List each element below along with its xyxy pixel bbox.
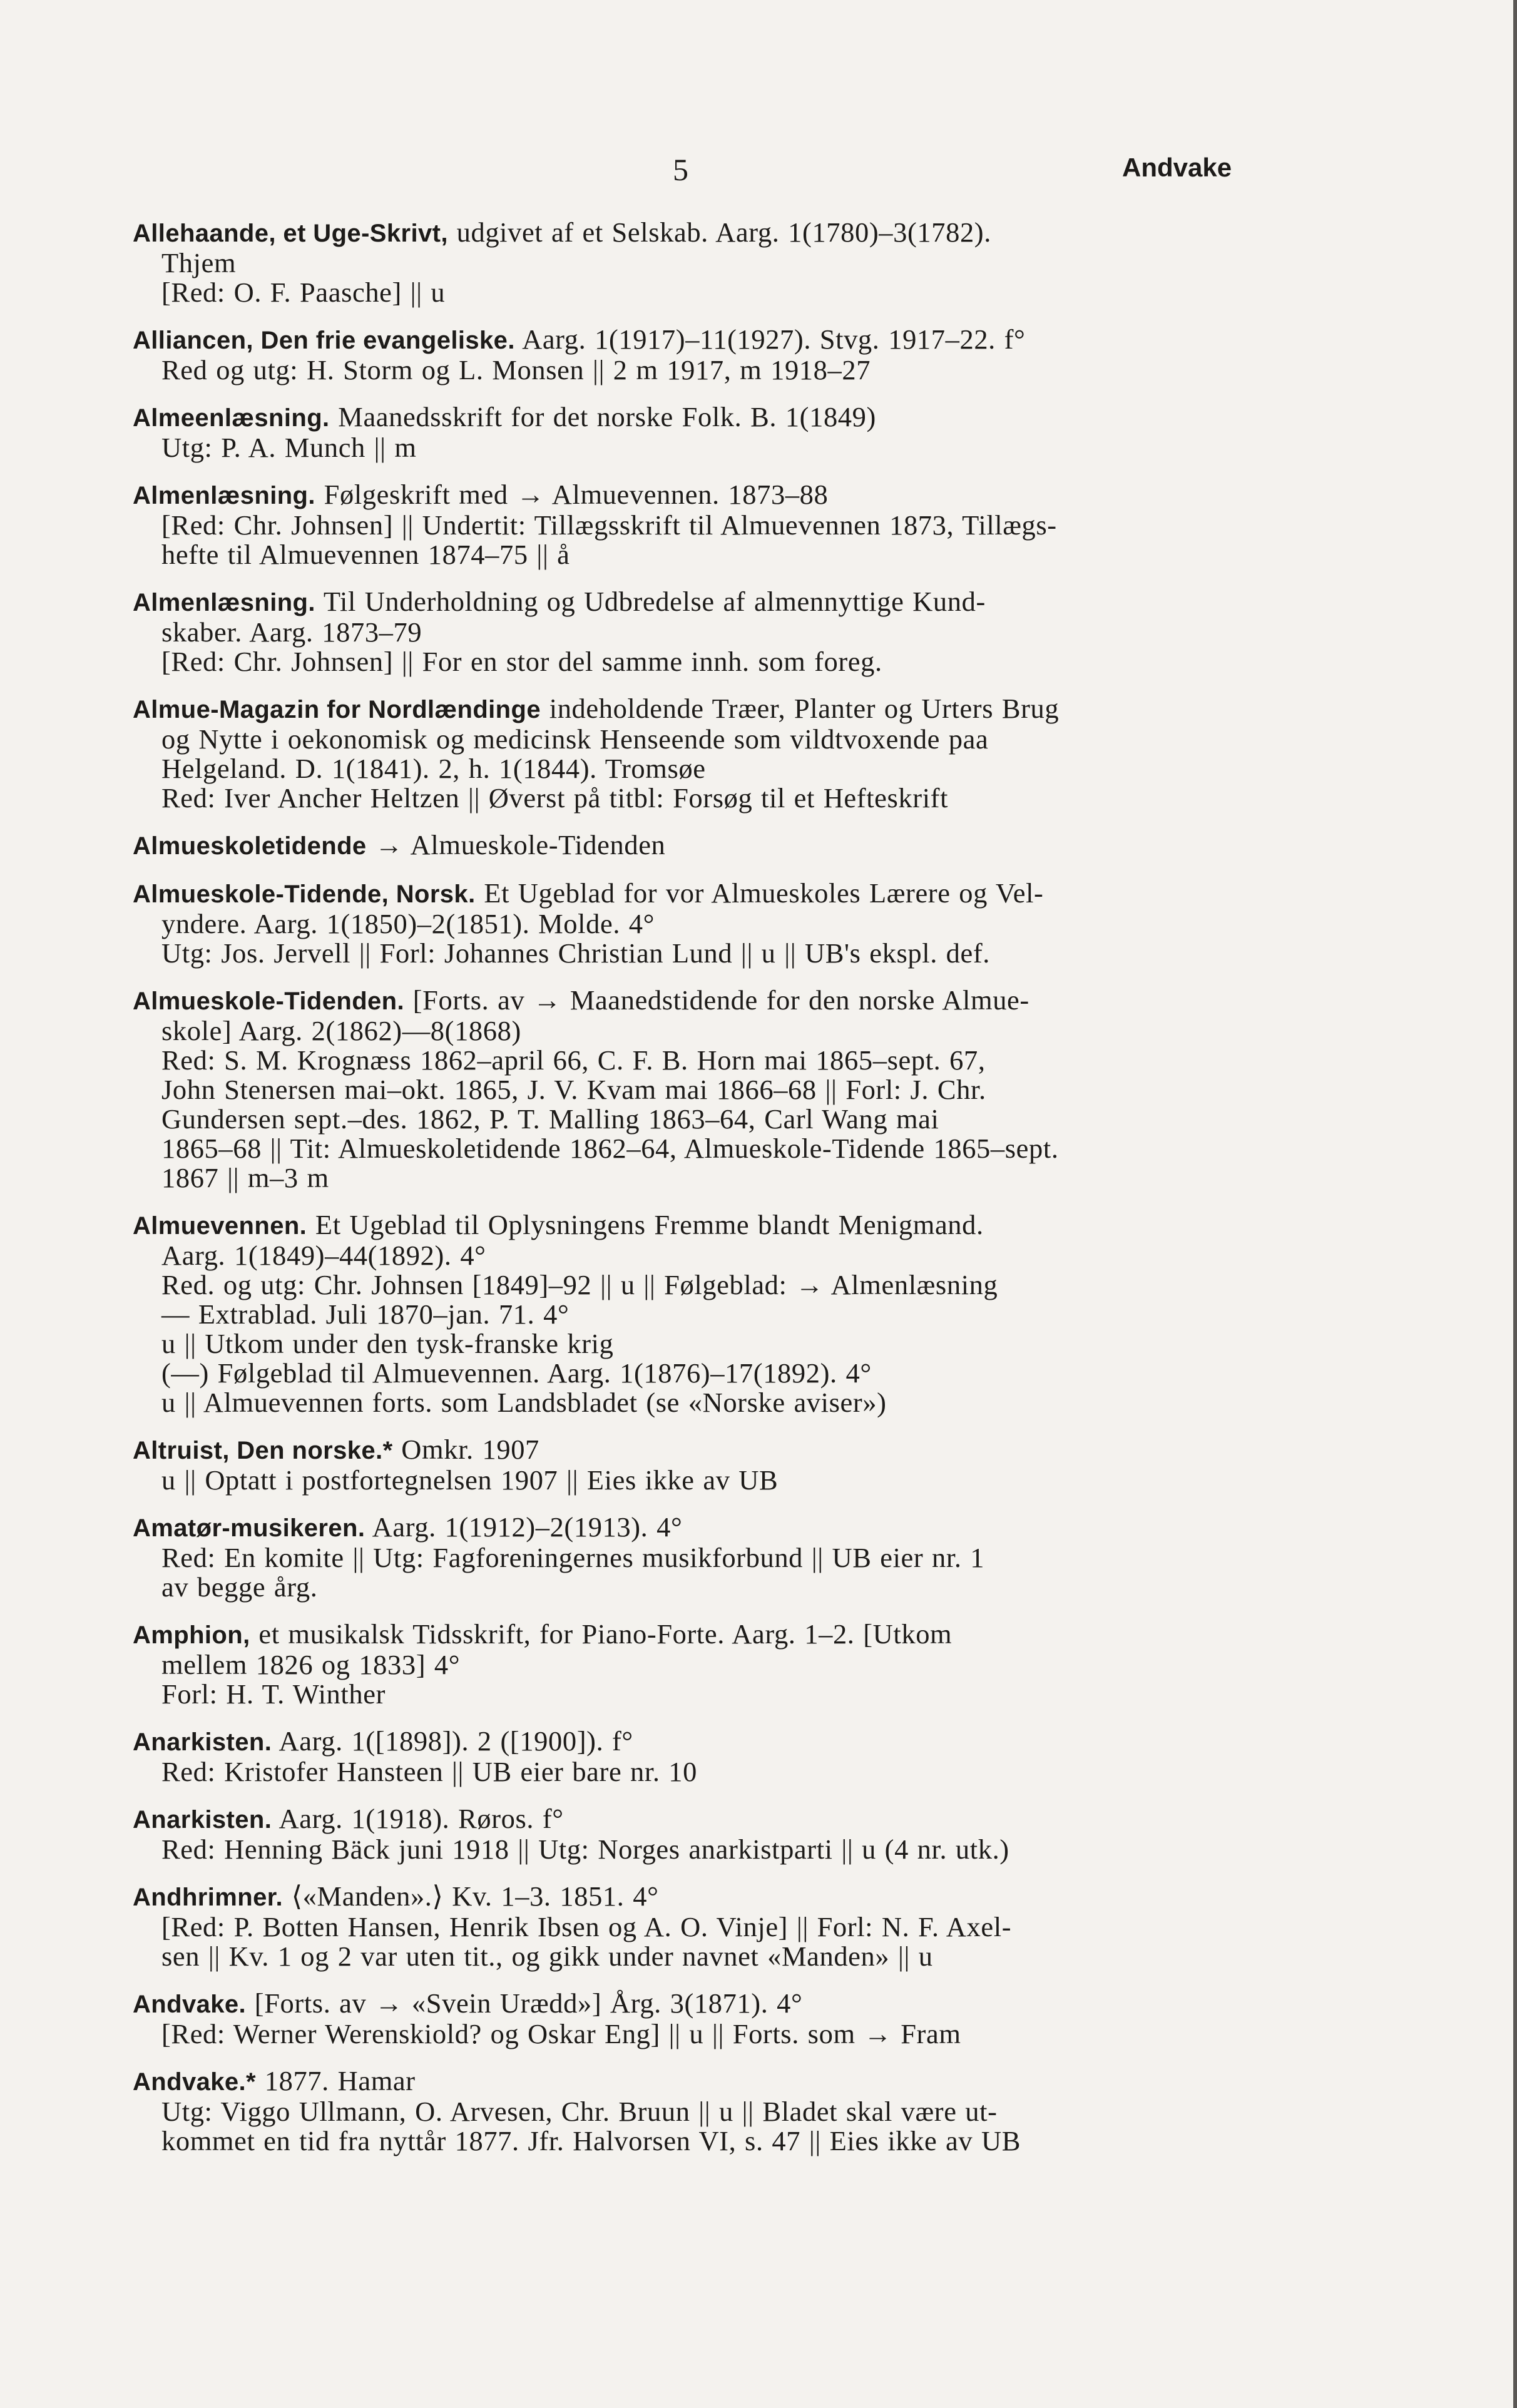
- entry-text: Utg: Viggo Ullmann, O. Arvesen, Chr. Bruun || u || Bladet skal være ut-: [161, 2096, 998, 2127]
- page-number: 5: [673, 152, 689, 187]
- entry-text: [Red: Chr. Johnsen] || For en stor del samme innh. som foreg.: [161, 646, 882, 677]
- entry-text: sen || Kv. 1 og 2 var uten tit., og gikk under navnet «Manden» || u: [161, 1941, 933, 1972]
- bibliography-entry: [133, 830, 1240, 861]
- entry-continuation-line: [133, 278, 1240, 307]
- entry-text: ⟨«Manden».⟩ Kv. 1–3. 1851. 4°: [283, 1880, 659, 1912]
- entry-continuation-line: [133, 1359, 1240, 1388]
- entry-continuation-line: [133, 725, 1240, 754]
- entry-title: Anarkisten.: [133, 1728, 272, 1756]
- entry-continuation-line: [133, 2126, 1240, 2156]
- bibliography-entry: [133, 879, 1240, 968]
- entry-text: skole] Aarg. 2(1862)—8(1868): [161, 1015, 521, 1046]
- bibliography-entry: [133, 1513, 1240, 1602]
- entry-text: Utg: P. A. Munch || m: [161, 432, 417, 463]
- entry-continuation-line: [133, 1329, 1240, 1359]
- entry-text: Omkr. 1907: [392, 1434, 539, 1465]
- entry-title: Alliancen, Den frie evangeliske.: [133, 327, 515, 354]
- entry-first-line: [133, 1804, 1240, 1835]
- entry-text: Helgeland. D. 1(1841). 2, h. 1(1844). Tromsøe: [161, 753, 706, 784]
- entry-text: John Stenersen mai–okt. 1865, J. V. Kvam mai 1866–68 || Forl: J. Chr.: [161, 1074, 986, 1105]
- entry-continuation-line: [133, 355, 1240, 385]
- entry-text: Red og utg: H. Storm og L. Monsen || 2 m 1917, m 1918–27: [161, 354, 871, 385]
- entry-first-line: [133, 879, 1240, 909]
- entry-text: Utg: Jos. Jervell || Forl: Johannes Christian Lund || u || UB's ekspl. def.: [161, 937, 990, 969]
- entry-text: Forl: H. T. Winther: [161, 1678, 386, 1710]
- entry-text: — Extrablad. Juli 1870–jan. 71. 4°: [161, 1298, 570, 1330]
- entry-continuation-line: [133, 511, 1240, 540]
- entry-continuation-line: [133, 754, 1240, 783]
- entry-continuation-line: [133, 248, 1240, 278]
- bibliography-entry: [133, 2066, 1240, 2156]
- entry-continuation-line: [133, 783, 1240, 813]
- entry-text: Aarg. 1(1917)–11(1927). Stvg. 1917–22. f°: [514, 324, 1026, 355]
- entry-text: [Red: P. Botten Hansen, Henrik Ibsen og A. O. Vinje] || Forl: N. F. Axel-: [161, 1911, 1012, 1942]
- entry-text: Et Ugeblad til Oplysningens Fremme blandt Menigmand.: [307, 1209, 984, 1240]
- entry-continuation-line: [133, 540, 1240, 569]
- entry-first-line: [133, 587, 1240, 618]
- entry-text: Et Ugeblad for vor Almueskoles Lærere og Vel-: [475, 877, 1044, 909]
- entry-text: Følgeskrift med → Almuevennen. 1873–88: [315, 479, 829, 510]
- entry-first-line: [133, 1210, 1240, 1241]
- bibliography-entry: [133, 1804, 1240, 1864]
- entry-title: Almueskoletidende: [133, 832, 367, 860]
- entry-first-line: [133, 480, 1240, 511]
- entry-text: Aarg. 1([1898]). 2 ([1900]). f°: [272, 1725, 633, 1757]
- entry-continuation-line: [133, 1650, 1240, 1680]
- entry-text: yndere. Aarg. 1(1850)–2(1851). Molde. 4°: [161, 908, 655, 939]
- entry-first-line: [133, 1435, 1240, 1466]
- entry-continuation-line: [133, 1573, 1240, 1602]
- entry-title: Amphion,: [133, 1621, 250, 1649]
- entry-continuation-line: [133, 2019, 1240, 2049]
- entry-text: Red: En komite || Utg: Fagforeningernes musikforbund || UB eier nr. 1: [161, 1542, 985, 1573]
- entry-text: Red: S. M. Krognæss 1862–april 66, C. F. B. Horn mai 1865–sept. 67,: [161, 1044, 986, 1076]
- bibliography-entry: [133, 325, 1240, 385]
- entry-continuation-line: [133, 433, 1240, 462]
- entry-continuation-line: [133, 647, 1240, 676]
- entry-first-line: [133, 218, 1240, 248]
- entry-first-line: [133, 1513, 1240, 1543]
- entry-title: Andhrimner.: [133, 1884, 283, 1911]
- entry-text: 1865–68 || Tit: Almueskoletidende 1862–64, Almueskole-Tidende 1865–sept.: [161, 1133, 1059, 1164]
- entry-first-line: [133, 830, 1240, 861]
- bibliography-entry: [133, 1727, 1240, 1787]
- entry-first-line: [133, 1882, 1240, 1912]
- entry-text: hefte til Almuevennen 1874–75 || å: [161, 539, 570, 570]
- entry-title: Altruist, Den norske.*: [133, 1437, 393, 1464]
- entry-continuation-line: [133, 1835, 1240, 1864]
- entry-continuation-line: [133, 1757, 1240, 1787]
- entry-title: Andvake.: [133, 1991, 247, 2018]
- entry-text: mellem 1826 og 1833] 4°: [161, 1649, 461, 1680]
- entry-text: 1877. Hamar: [256, 2065, 416, 2096]
- bibliography-entry: [133, 1210, 1240, 1417]
- bibliography-entry: [133, 1989, 1240, 2049]
- entry-title: Almeenlæsning.: [133, 404, 330, 432]
- entry-text: [Red: O. F. Paasche] || u: [161, 277, 446, 308]
- entry-first-line: [133, 325, 1240, 355]
- entry-continuation-line: [133, 1105, 1240, 1134]
- entry-text: Red: Kristofer Hansteen || UB eier bare nr. 10: [161, 1756, 697, 1787]
- entry-text: kommet en tid fra nyttår 1877. Jfr. Halvorsen VI, s. 47 || Eies ikke av UB: [161, 2125, 1021, 2156]
- entry-first-line: [133, 1620, 1240, 1650]
- entry-text: Red: Iver Ancher Heltzen || Øverst på titbl: Forsøg til et Hefteskrift: [161, 782, 949, 814]
- entry-text: Aarg. 1(1849)–44(1892). 4°: [161, 1240, 486, 1271]
- bibliography-entry: [133, 1620, 1240, 1709]
- bibliography-entry: [133, 1435, 1240, 1495]
- bibliography-entry: [133, 402, 1240, 462]
- entry-text: Gundersen sept.–des. 1862, P. T. Malling 1863–64, Carl Wang mai: [161, 1103, 939, 1135]
- entry-continuation-line: [133, 1046, 1240, 1075]
- entry-text: u || Almuevennen forts. som Landsbladet (se «Norske aviser»): [161, 1387, 887, 1418]
- bibliography-entry: [133, 694, 1240, 813]
- entry-text: Til Underholdning og Udbredelse af almennyttige Kund-: [315, 586, 986, 617]
- bibliography-entry: [133, 480, 1240, 569]
- entry-continuation-line: [133, 1388, 1240, 1417]
- bibliography-entry: [133, 587, 1240, 676]
- entry-text: indeholdende Træer, Planter og Urters Brug: [541, 693, 1060, 724]
- entry-text: 1867 || m–3 m: [161, 1162, 329, 1193]
- entry-title: Almuevennen.: [133, 1212, 307, 1240]
- entry-text: Red. og utg: Chr. Johnsen [1849]–92 || u || Følgeblad: → Almenlæsning: [161, 1269, 998, 1300]
- entry-continuation-line: [133, 1300, 1240, 1329]
- bibliography-entry: [133, 986, 1240, 1193]
- entry-title: Anarkisten.: [133, 1806, 272, 1834]
- entry-title: Andvake.*: [133, 2068, 257, 2096]
- entry-continuation-line: [133, 1270, 1240, 1300]
- entry-text: Aarg. 1(1918). Røros. f°: [272, 1803, 564, 1834]
- running-title: Andvake: [1122, 153, 1232, 182]
- entry-title: Allehaande, et Uge-Skrivt,: [133, 220, 448, 247]
- entry-continuation-line: [133, 2097, 1240, 2126]
- entry-first-line: [133, 2066, 1240, 2097]
- entry-title: Almueskole-Tidende, Norsk.: [133, 880, 476, 908]
- entry-text: et musikalsk Tidsskrift, for Piano-Forte. Aarg. 1–2. [Utkom: [250, 1618, 953, 1650]
- bibliography-entry: [133, 1882, 1240, 1971]
- entry-text: [Forts. av → Maanedstidende for den norske Almue-: [404, 984, 1029, 1016]
- entry-title: Almueskole-Tidenden.: [133, 987, 405, 1015]
- entry-continuation-line: [133, 1912, 1240, 1942]
- bibliography-entry: [133, 218, 1240, 307]
- entry-text: av begge årg.: [161, 1571, 318, 1603]
- entry-first-line: [133, 694, 1240, 725]
- entry-text: Red: Henning Bäck juni 1918 || Utg: Norges anarkistparti || u (4 nr. utk.): [161, 1834, 1009, 1865]
- entry-text: u || Optatt i postfortegnelsen 1907 || Eies ikke av UB: [161, 1464, 779, 1496]
- entry-continuation-line: [133, 1016, 1240, 1046]
- entry-text: skaber. Aarg. 1873–79: [161, 616, 422, 648]
- entry-text: [Red: Werner Werenskiold? og Oskar Eng] || u || Forts. som → Fram: [161, 2018, 961, 2049]
- entry-text: [Forts. av → «Svein Urædd»] Årg. 3(1871). 4°: [246, 1987, 803, 2019]
- entry-list: [133, 218, 1240, 2173]
- entry-title: Almue-Magazin for Nordlændinge: [133, 696, 541, 723]
- entry-first-line: [133, 402, 1240, 433]
- entry-continuation-line: [133, 909, 1240, 939]
- entry-first-line: [133, 1727, 1240, 1757]
- entry-text: [Red: Chr. Johnsen] || Undertit: Tillægsskrift til Almuevennen 1873, Tillægs-: [161, 509, 1057, 541]
- entry-text: → Almueskole-Tidenden: [366, 829, 666, 860]
- entry-continuation-line: [133, 1543, 1240, 1573]
- entry-continuation-line: [133, 1134, 1240, 1163]
- entry-title: Amatør-musikeren.: [133, 1514, 365, 1542]
- entry-text: Maanedsskrift for det norske Folk. B. 1(1849): [329, 401, 876, 432]
- entry-continuation-line: [133, 1680, 1240, 1709]
- entry-text: Aarg. 1(1912)–2(1913). 4°: [365, 1511, 683, 1543]
- entry-text: (—) Følgeblad til Almuevennen. Aarg. 1(1876)–17(1892). 4°: [161, 1357, 872, 1389]
- entry-continuation-line: [133, 1466, 1240, 1495]
- entry-continuation-line: [133, 1075, 1240, 1105]
- entry-first-line: [133, 986, 1240, 1016]
- entry-continuation-line: [133, 1942, 1240, 1971]
- entry-continuation-line: [133, 618, 1240, 647]
- entry-text: udgivet af et Selskab. Aarg. 1(1780)–3(1782).: [447, 217, 991, 248]
- entry-title: Almenlæsning.: [133, 482, 315, 509]
- entry-text: Thjem: [161, 247, 237, 278]
- entry-continuation-line: [133, 1163, 1240, 1193]
- entry-continuation-line: [133, 939, 1240, 968]
- entry-text: u || Utkom under den tysk-franske krig: [161, 1328, 614, 1359]
- entry-title: Almenlæsning.: [133, 589, 315, 616]
- entry-first-line: [133, 1989, 1240, 2019]
- entry-text: og Nytte i oekonomisk og medicinsk Henseende som vildtvoxende paa: [161, 723, 989, 755]
- entry-continuation-line: [133, 1241, 1240, 1270]
